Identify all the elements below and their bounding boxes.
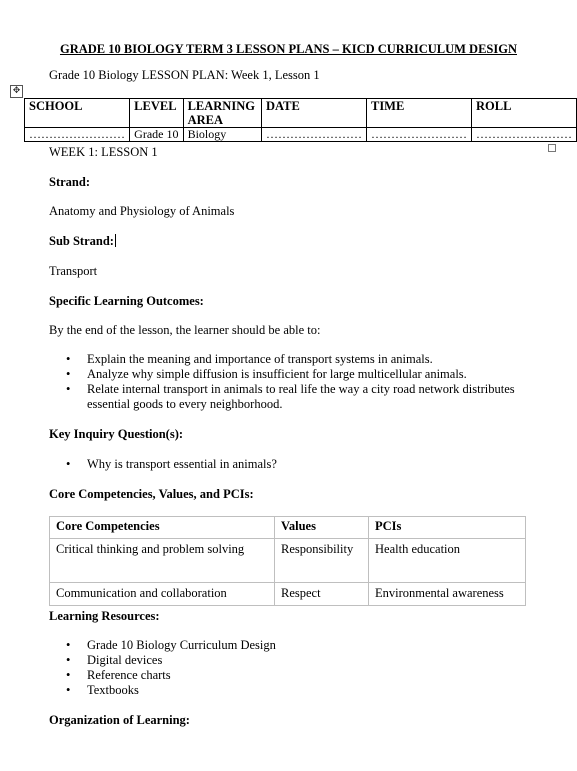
outcomes-label: Specific Learning Outcomes: [49, 294, 204, 308]
competencies-table [49, 516, 526, 606]
lesson-plan-subtitle: Grade 10 Biology LESSON PLAN: Week 1, Lesson 1 [49, 68, 320, 82]
table-cell: Critical thinking and problem solving [50, 539, 275, 583]
list-item: • Relate internal transport in animals to real life the way a city road network distributes essential goods to every neighborhood. [49, 382, 527, 412]
document-title: GRADE 10 BIOLOGY TERM 3 LESSON PLANS – KICD CURRICULUM DESIGN [59, 42, 517, 56]
table-move-handle-icon[interactable]: ✥ [10, 85, 23, 98]
table-cell: Responsibility [275, 539, 369, 583]
table-cell: Environmental awareness [369, 583, 526, 606]
header-date: DATE [261, 99, 366, 128]
header-roll: ROLL [471, 99, 576, 128]
inquiry-list [49, 457, 527, 472]
value-learning-area[interactable]: Biology [183, 128, 261, 142]
sub-strand-label: Sub Strand: [49, 234, 114, 248]
sub-strand-heading [49, 234, 116, 249]
text-cursor [115, 234, 116, 247]
value-time[interactable]: …………………… [366, 128, 471, 142]
lesson-heading: WEEK 1: LESSON 1 [49, 145, 158, 159]
outcomes-list [49, 352, 527, 412]
list-item: • Explain the meaning and importance of transport systems in animals. [49, 352, 527, 367]
value-date[interactable]: …………………… [261, 128, 366, 142]
table-cell: Respect [275, 583, 369, 606]
header-core-competencies: Core Competencies [50, 517, 275, 539]
list-item: • Grade 10 Biology Curriculum Design [49, 638, 527, 653]
header-level: LEVEL [130, 99, 183, 128]
organization-label: Organization of Learning: [49, 713, 190, 727]
competencies-label: Core Competencies, Values, and PCIs: [49, 487, 254, 501]
list-item: • Reference charts [49, 668, 527, 683]
value-roll[interactable]: …………………… [471, 128, 576, 142]
header-learning-area: LEARNING AREA [183, 99, 261, 128]
header-values: Values [275, 517, 369, 539]
school-info-table [24, 98, 577, 142]
list-item: • Textbooks [49, 683, 527, 698]
header-time: TIME [366, 99, 471, 128]
header-school: SCHOOL [25, 99, 130, 128]
strand-label: Strand: [49, 175, 90, 189]
table-cell: Communication and collaboration [50, 583, 275, 606]
sub-strand-value: Transport [49, 264, 98, 278]
header-pcis: PCIs [369, 517, 526, 539]
outcomes-intro: By the end of the lesson, the learner should be able to: [49, 323, 321, 337]
list-item: • Digital devices [49, 653, 527, 668]
list-item: • Analyze why simple diffusion is insufficient for large multicellular animals. [49, 367, 527, 382]
table-resize-handle[interactable] [548, 144, 556, 152]
value-level[interactable]: Grade 10 [130, 128, 183, 142]
strand-value: Anatomy and Physiology of Animals [49, 204, 235, 218]
resources-label: Learning Resources: [49, 609, 160, 623]
resources-list [49, 638, 527, 698]
table-cell: Health education [369, 539, 526, 583]
list-item: • Why is transport essential in animals? [49, 457, 527, 472]
inquiry-label: Key Inquiry Question(s): [49, 427, 184, 441]
value-school[interactable]: …………………… [25, 128, 130, 142]
